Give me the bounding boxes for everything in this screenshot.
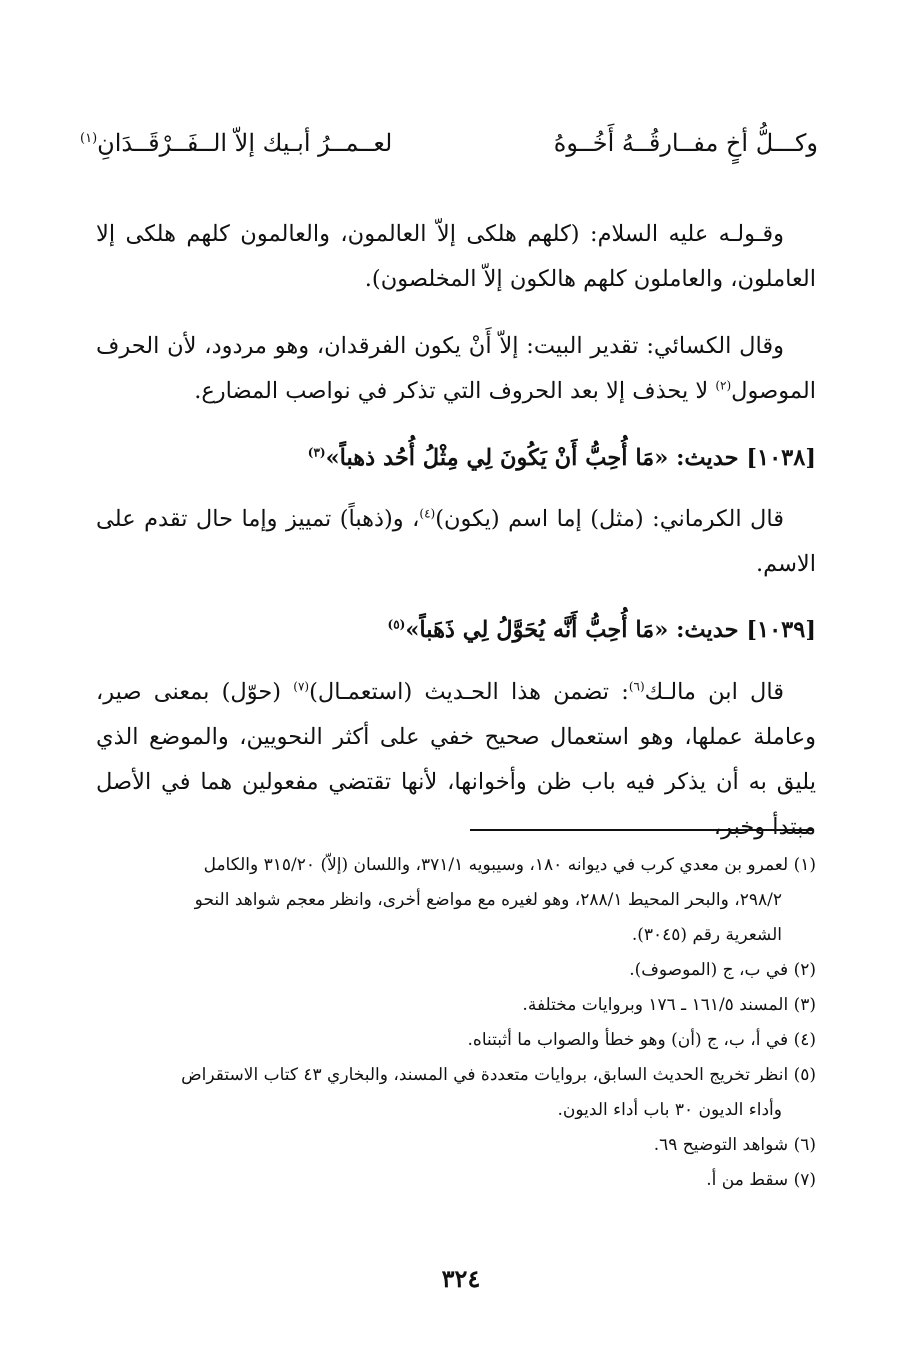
hadith-1039 (96, 608, 816, 653)
footnote-1 (96, 848, 816, 953)
paragraph-text: قال الكرماني: (مثل) إما اسم (يكون) (435, 506, 784, 532)
footnote-ref-6: (٦) (628, 679, 645, 694)
hadith-text: حديث: «مَا أُحِبُّ أَنَّه يُحَوَّلُ لِي ذَهَباً» (405, 617, 747, 643)
footnote-line: (١) لعمرو بن معدي كرب في ديوانه ١٨٠، وسيبويه ٣٧١/١، واللسان (إلاّ) ٣١٥/٢٠ والكامل (203, 855, 816, 875)
hadith-1038 (96, 436, 816, 481)
footnote-ref-4: (٤) (419, 506, 436, 521)
paragraph-text: (حوّل) بمعنى صير، وعاملة عملها، وهو استعمال صحيح خفي على أكثر النحويين، والموضع الذي يليق به أن يذكر فيه باب ظن وأخوانها، لأنها تقتضي مفعولين هما في الأصل مبتدأ وخبر، (96, 679, 816, 840)
footnotes (96, 848, 816, 1198)
footnote-ref-3: (٣) (307, 445, 326, 460)
footnote-separator (470, 829, 814, 831)
footnote-2: (٢) في ب، ج (الموصوف). (629, 960, 816, 980)
page-number: ٣٢٤ (441, 1264, 481, 1293)
hadith-number: [١٠٣٩] (746, 617, 816, 643)
footnote-3: (٣) المسند ١٦١/٥ ـ ١٧٦ وبروايات مختلفة. (522, 995, 816, 1015)
footnote-5 (96, 1058, 816, 1128)
footnote-ref-2: (٢) (715, 378, 732, 393)
hadith-number: [١٠٣٨] (746, 445, 816, 471)
paragraph-hadith-saying (96, 212, 816, 302)
hadith-text: حديث: «مَا أُحِبُّ أَنْ يَكُونَ لِي مِثْلُ أُحُد ذهباً» (325, 445, 747, 471)
paragraph-text: وقال الكسائي: تقدير البيت: إلاّ أَنْ يكون الفرقدان، وهو مردود، لأن الحرف الموصول (96, 333, 816, 404)
footnote-ref-7: (٧) (293, 679, 310, 694)
paragraph-text: قال ابن مالـك (644, 679, 784, 705)
paragraph-text: وقـولـه عليه السلام: (كلهم هلكى إلاّ العالمون، والعالمون كلهم هلكى إلا العاملون، والعاملون كلهم هالكون إلاّ المخلصون). (96, 221, 816, 292)
poetry-verse (80, 118, 818, 168)
paragraph-ibn-malik (96, 670, 816, 850)
paragraph-kisai (96, 324, 816, 414)
footnote-line: (٥) انظر تخريج الحديث السابق، بروايات متعددة في المسند، والبخاري ٤٣ كتاب الاستقراض (181, 1065, 816, 1085)
footnote-line: الشعرية رقم (٣٠٤٥). (631, 925, 782, 945)
verse-second-hemistich (80, 129, 392, 157)
paragraph-text: ، و(ذهباً) تمييز وإما حال تقدم على الاسم. (96, 506, 816, 577)
paragraph-kirmani (96, 497, 816, 587)
paragraph-text: : تضمن هذا الحـديث (استعمـال) (309, 679, 629, 705)
verse-first-hemistich: وكـــلُّ أخٍ مفــارقُــهُ أَخُــوهُ (553, 129, 818, 157)
footnote-7: (٧) سقط من أ. (706, 1170, 816, 1190)
footnote-6: (٦) شواهد التوضيح ٦٩. (653, 1135, 816, 1155)
footnote-line: ٢٩٨/٢، والبحر المحيط ٢٨٨/١، وهو لغيره مع مواضع أخرى، وانظر معجم شواهد النحو (194, 890, 782, 910)
footnote-ref-5: (٥) (387, 617, 406, 632)
footnote-ref-1: (١) (80, 131, 98, 146)
footnote-4: (٤) في أ، ب، ج (أن) وهو خطأ والصواب ما أثبتناه. (467, 1030, 816, 1050)
footnote-line: وأداء الديون ٣٠ باب أداء الديون. (557, 1100, 782, 1120)
paragraph-text: لا يحذف إلا بعد الحروف التي تذكر في نواصب المضارع. (194, 378, 716, 404)
verse-second-text: لعــمــرُ أبـيك إلاّ الــفَــرْقَــدَانِ (97, 129, 393, 157)
